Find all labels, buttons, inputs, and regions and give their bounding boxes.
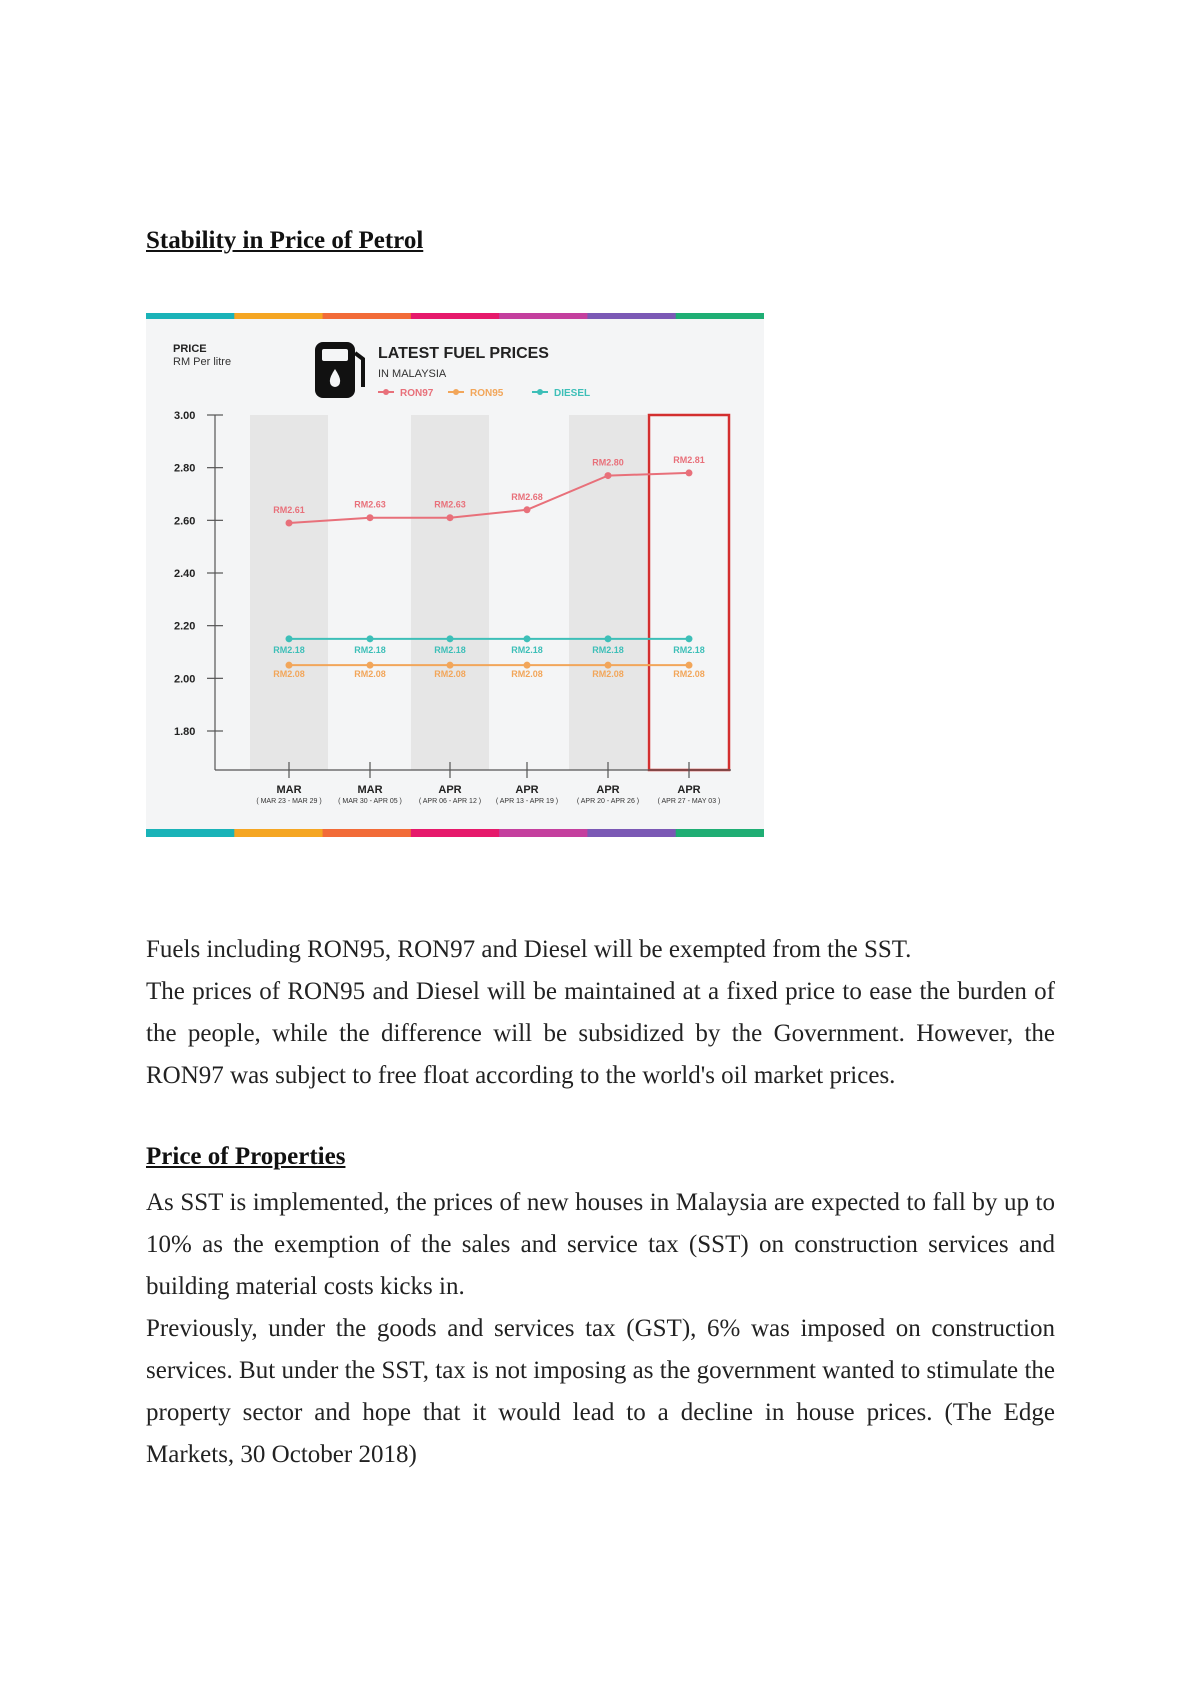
data-point-ron95 bbox=[447, 662, 454, 669]
legend-label-diesel: DIESEL bbox=[554, 388, 591, 399]
chart-svg bbox=[146, 313, 764, 837]
data-label-ron95: RM2.08 bbox=[511, 669, 543, 680]
legend-marker-ron95 bbox=[453, 389, 459, 395]
data-point-diesel bbox=[524, 635, 531, 642]
y-tick-label: 3.00 bbox=[174, 410, 196, 422]
data-point-ron95 bbox=[367, 662, 374, 669]
x-tick-label: APR bbox=[515, 784, 539, 796]
column-shade bbox=[250, 415, 328, 770]
legend-label-ron97: RON97 bbox=[400, 388, 434, 399]
data-point-ron95 bbox=[686, 662, 693, 669]
x-tick-range: ( MAR 23 - MAR 29 ) bbox=[256, 798, 322, 805]
x-tick-label: APR bbox=[438, 784, 462, 796]
data-label-ron97: RM2.68 bbox=[511, 491, 543, 502]
data-label-diesel: RM2.18 bbox=[511, 644, 543, 655]
y-axis-title: PRICE bbox=[173, 343, 207, 355]
paragraph: As SST is implemented, the prices of new houses in Malaysia are expected to fall by up to 10% as the exemption of the sales and service tax (SST) on construction services and building material costs kicks in. bbox=[146, 1189, 1055, 1300]
data-label-diesel: RM2.18 bbox=[354, 644, 386, 655]
paragraph: The prices of RON95 and Diesel will be maintained at a fixed price to ease the burden of the people, while the difference will be subsidized by the Government. However, the RON97 was subject to free float according to the world's oil market prices. bbox=[146, 978, 1055, 1089]
fuel-pump-icon-window bbox=[322, 349, 348, 361]
data-label-ron95: RM2.08 bbox=[273, 669, 305, 680]
section-heading-petrol: Stability in Price of Petrol bbox=[146, 227, 424, 254]
data-label-diesel: RM2.18 bbox=[434, 644, 466, 655]
paragraph: Previously, under the goods and services tax (GST), 6% was imposed on construction services. But under the SST, tax is not imposing as the government wanted to stimulate the property sector and hope that it would lead to a decline in house prices. (The Edge Markets, 30 October 2018) bbox=[146, 1315, 1055, 1468]
column-shade bbox=[569, 415, 647, 770]
bottom-color-band bbox=[587, 829, 676, 837]
x-tick-range: ( MAR 30 - APR 05 ) bbox=[338, 798, 402, 805]
fuel-hose-icon bbox=[355, 353, 363, 387]
top-color-band bbox=[146, 313, 235, 319]
bottom-color-band bbox=[234, 829, 323, 837]
data-label-diesel: RM2.18 bbox=[273, 644, 305, 655]
highlight-box bbox=[649, 415, 729, 770]
y-tick-label: 2.00 bbox=[174, 673, 196, 686]
data-point-ron97 bbox=[447, 514, 454, 521]
top-color-band bbox=[587, 313, 676, 319]
data-label-diesel: RM2.18 bbox=[592, 644, 624, 655]
y-tick-label: 2.40 bbox=[174, 568, 196, 580]
x-tick-range: ( APR 06 - APR 12 ) bbox=[418, 798, 482, 805]
column-shade bbox=[411, 415, 489, 770]
legend-label-ron95: RON95 bbox=[470, 388, 504, 399]
data-point-diesel bbox=[447, 635, 454, 642]
fuel-price-chart bbox=[146, 313, 764, 837]
bottom-color-band bbox=[323, 829, 412, 837]
x-tick-range: ( APR 27 - MAY 03 ) bbox=[657, 798, 721, 805]
data-point-ron97 bbox=[524, 506, 531, 513]
petrol-paragraphs bbox=[146, 929, 1055, 1097]
bottom-color-band bbox=[499, 829, 588, 837]
top-color-band bbox=[234, 313, 323, 319]
y-axis-unit: RM Per litre bbox=[173, 356, 232, 368]
data-point-ron97 bbox=[686, 469, 693, 476]
data-label-ron97: RM2.80 bbox=[592, 457, 624, 468]
y-tick-label: 2.80 bbox=[174, 462, 196, 475]
data-point-diesel bbox=[605, 635, 612, 642]
data-point-diesel bbox=[686, 635, 693, 642]
bottom-color-band bbox=[676, 829, 764, 837]
property-paragraphs bbox=[146, 1182, 1055, 1476]
data-point-diesel bbox=[367, 635, 374, 642]
data-point-ron97 bbox=[367, 514, 374, 521]
bottom-color-band bbox=[146, 829, 235, 837]
data-point-ron95 bbox=[524, 662, 531, 669]
data-label-ron95: RM2.08 bbox=[592, 669, 624, 680]
data-point-ron97 bbox=[286, 519, 293, 526]
data-point-ron95 bbox=[605, 662, 612, 669]
section-heading-properties: Price of Properties bbox=[146, 1143, 346, 1170]
chart-title: LATEST FUEL PRICES bbox=[378, 345, 549, 362]
data-label-ron97: RM2.63 bbox=[354, 499, 386, 510]
x-tick-label: MAR bbox=[357, 784, 383, 796]
data-label-ron97: RM2.81 bbox=[673, 454, 705, 465]
x-tick-label: APR bbox=[677, 784, 701, 796]
data-label-diesel: RM2.18 bbox=[673, 644, 705, 655]
y-tick-label: 2.20 bbox=[174, 620, 196, 633]
x-tick-label: APR bbox=[596, 784, 620, 796]
data-label-ron95: RM2.08 bbox=[673, 669, 705, 680]
legend-marker-ron97 bbox=[383, 389, 389, 395]
bottom-color-band bbox=[411, 829, 500, 837]
y-tick-label: 1.80 bbox=[174, 726, 196, 738]
data-label-ron97: RM2.63 bbox=[434, 499, 466, 510]
x-tick-label: MAR bbox=[276, 784, 302, 796]
top-color-band bbox=[499, 313, 588, 319]
data-point-ron95 bbox=[286, 662, 293, 669]
data-label-ron95: RM2.08 bbox=[434, 669, 466, 680]
data-point-ron97 bbox=[605, 472, 612, 479]
top-color-band bbox=[323, 313, 412, 319]
x-tick-range: ( APR 13 - APR 19 ) bbox=[495, 798, 559, 805]
data-point-diesel bbox=[286, 635, 293, 642]
top-color-band bbox=[676, 313, 764, 319]
paragraph: Fuels including RON95, RON97 and Diesel will be exempted from the SST. bbox=[146, 936, 912, 963]
top-color-band bbox=[411, 313, 500, 319]
legend-marker-diesel bbox=[537, 389, 543, 395]
data-label-ron95: RM2.08 bbox=[354, 669, 386, 680]
x-tick-range: ( APR 20 - APR 26 ) bbox=[576, 798, 640, 805]
data-label-ron97: RM2.61 bbox=[273, 504, 305, 515]
chart-subtitle: IN MALAYSIA bbox=[378, 368, 447, 380]
y-tick-label: 2.60 bbox=[174, 515, 196, 528]
